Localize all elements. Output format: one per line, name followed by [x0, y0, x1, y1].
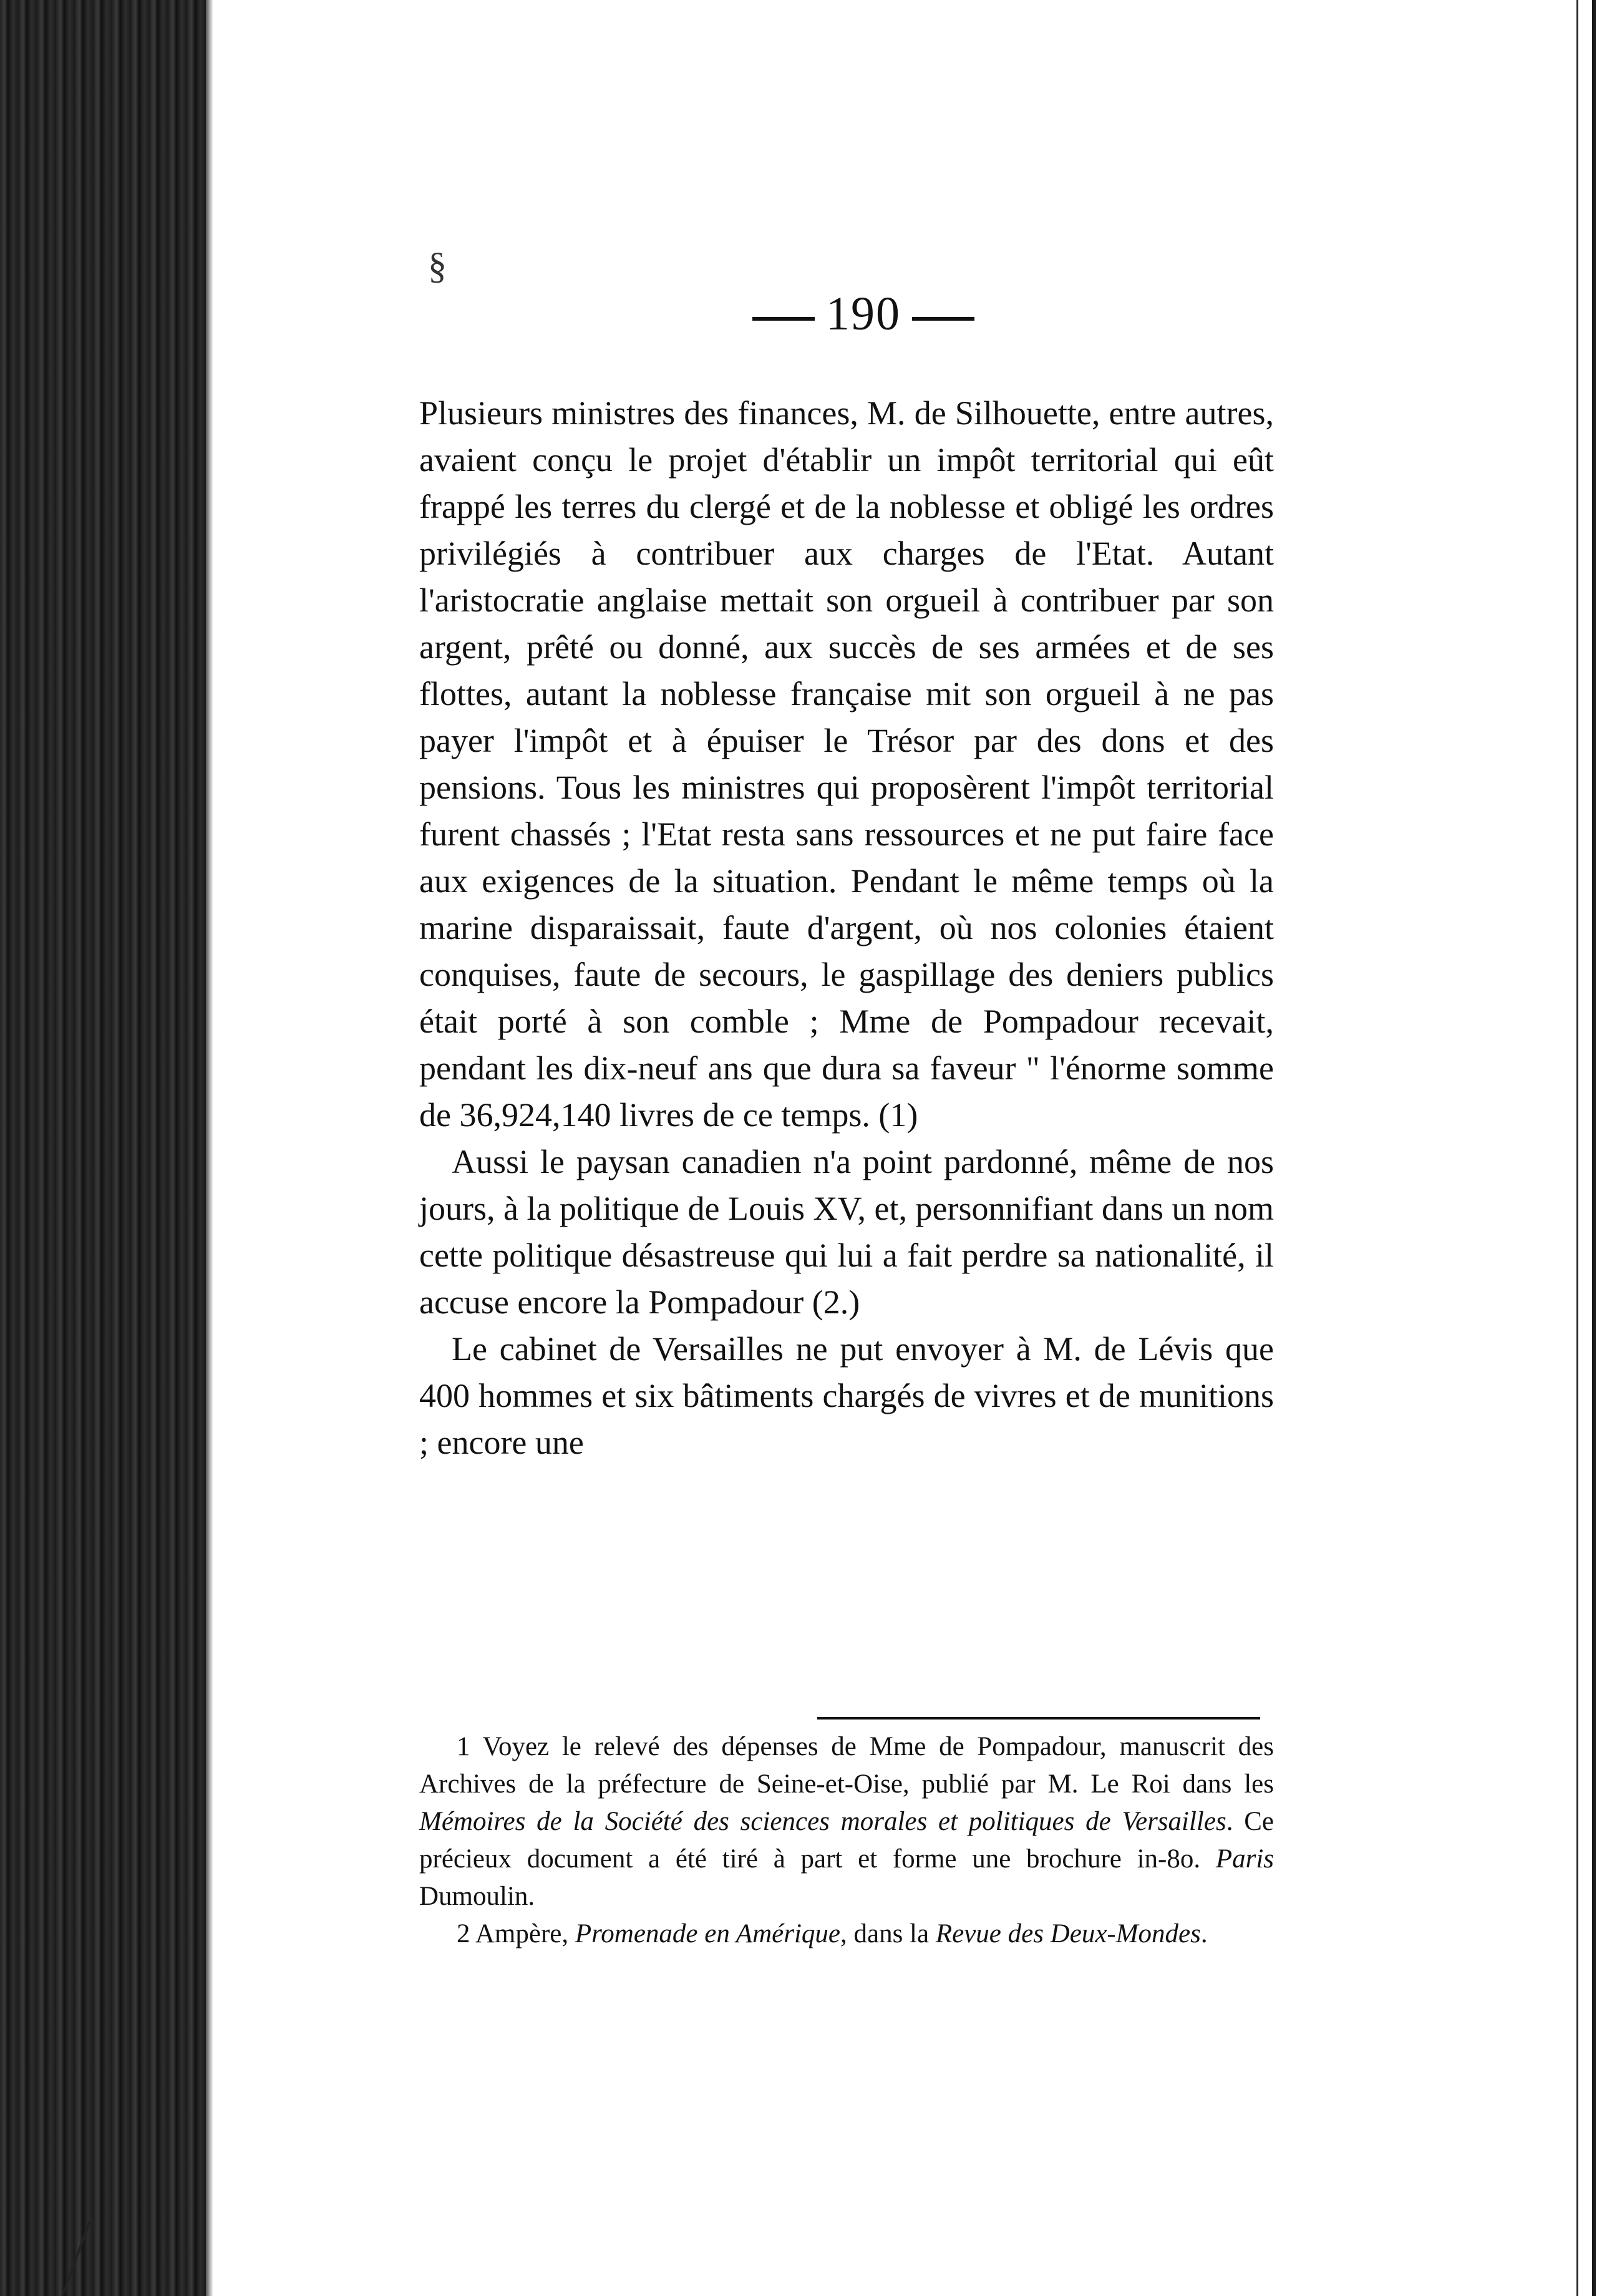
- page-edge-line-inner: [1576, 0, 1578, 2296]
- header-dash-left: [752, 317, 815, 321]
- book-binding: [0, 0, 206, 2296]
- footnote-2-middle: , dans la: [840, 1919, 936, 1948]
- footnote-1-title: Mémoires de la Société des sciences morales et politiques de Versailles: [419, 1807, 1226, 1836]
- footnote-1-lead: 1 Voyez le relevé des dépenses de Mme de Pompadour, manuscrit des Archives de la préfecture de Seine-et-Oise, publié par M. Le Roi dans les: [419, 1732, 1274, 1799]
- body-paragraph-2: Aussi le paysan canadien n'a point pardonné, même de nos jours, à la politique de Louis XV, et, personnifiant dans un nom cette politique désastreuse qui lui a fait perdre sa nationalité, il accuse encore la Pompadour (2.): [419, 1143, 1274, 1321]
- page-edge-line: [1592, 0, 1596, 2296]
- footnote-2-tail: .: [1200, 1919, 1208, 1948]
- body-paragraph-3: Le cabinet de Versailles ne put envoyer à M. de Lévis que 400 hommes et six bâtiments chargés de vivres et de munitions ; encore une: [419, 1330, 1274, 1461]
- page-number: 190: [826, 288, 901, 340]
- footnote-1: [419, 1728, 1274, 1915]
- footnotes: [419, 1728, 1274, 1953]
- binding-edge: [206, 0, 213, 2296]
- header-dash-right: [912, 317, 974, 321]
- footnote-2: [419, 1915, 1274, 1953]
- body-text: [419, 390, 1274, 1466]
- page-number-header: [741, 287, 986, 341]
- footnote-2-journal: Revue des Deux-Mondes: [935, 1919, 1201, 1948]
- footnote-2-title: Promenade en Amérique: [575, 1919, 840, 1948]
- margin-mark: §: [428, 245, 447, 286]
- footnote-2-lead: 2 Ampère,: [457, 1919, 575, 1948]
- footnote-rule: [817, 1717, 1260, 1720]
- footnote-1-place: Paris: [1215, 1844, 1274, 1874]
- body-paragraph-1: Plusieurs ministres des finances, M. de Silhouette, entre autres, avaient conçu le projet d'établir un impôt territorial qui eût frappé les terres du clergé et de la noblesse et obligé les ordres privilégiés à contribuer aux charges de l'Etat. Autant l'aristocratie anglaise mettait son orgueil à contribuer par son argent, prêté ou donné, aux succès de ses armées et de ses flottes, autant la noblesse française mit son orgueil à ne pas payer l'impôt et à épuiser le Trésor par des dons et des pensions. Tous les ministres qui proposèrent l'impôt territorial furent chassés ; l'Etat resta sans ressources et ne put faire face aux exigences de la situation. Pendant le même temps où la marine disparaissait, faute d'argent, où nos colonies étaient conquises, faute de secours, le gaspillage des deniers publics était porté à son comble ; Mme de Pompadour recevait, pendant les dix-neuf ans que dura sa faveur " l'énorme somme de 36,924,140 livres de ce temps. (1): [419, 394, 1274, 1134]
- footnote-1-tail: Dumoulin.: [419, 1882, 535, 1911]
- footnote-1-middle: . Ce précieux document a été tiré à part et forme une brochure in-8o.: [419, 1807, 1274, 1874]
